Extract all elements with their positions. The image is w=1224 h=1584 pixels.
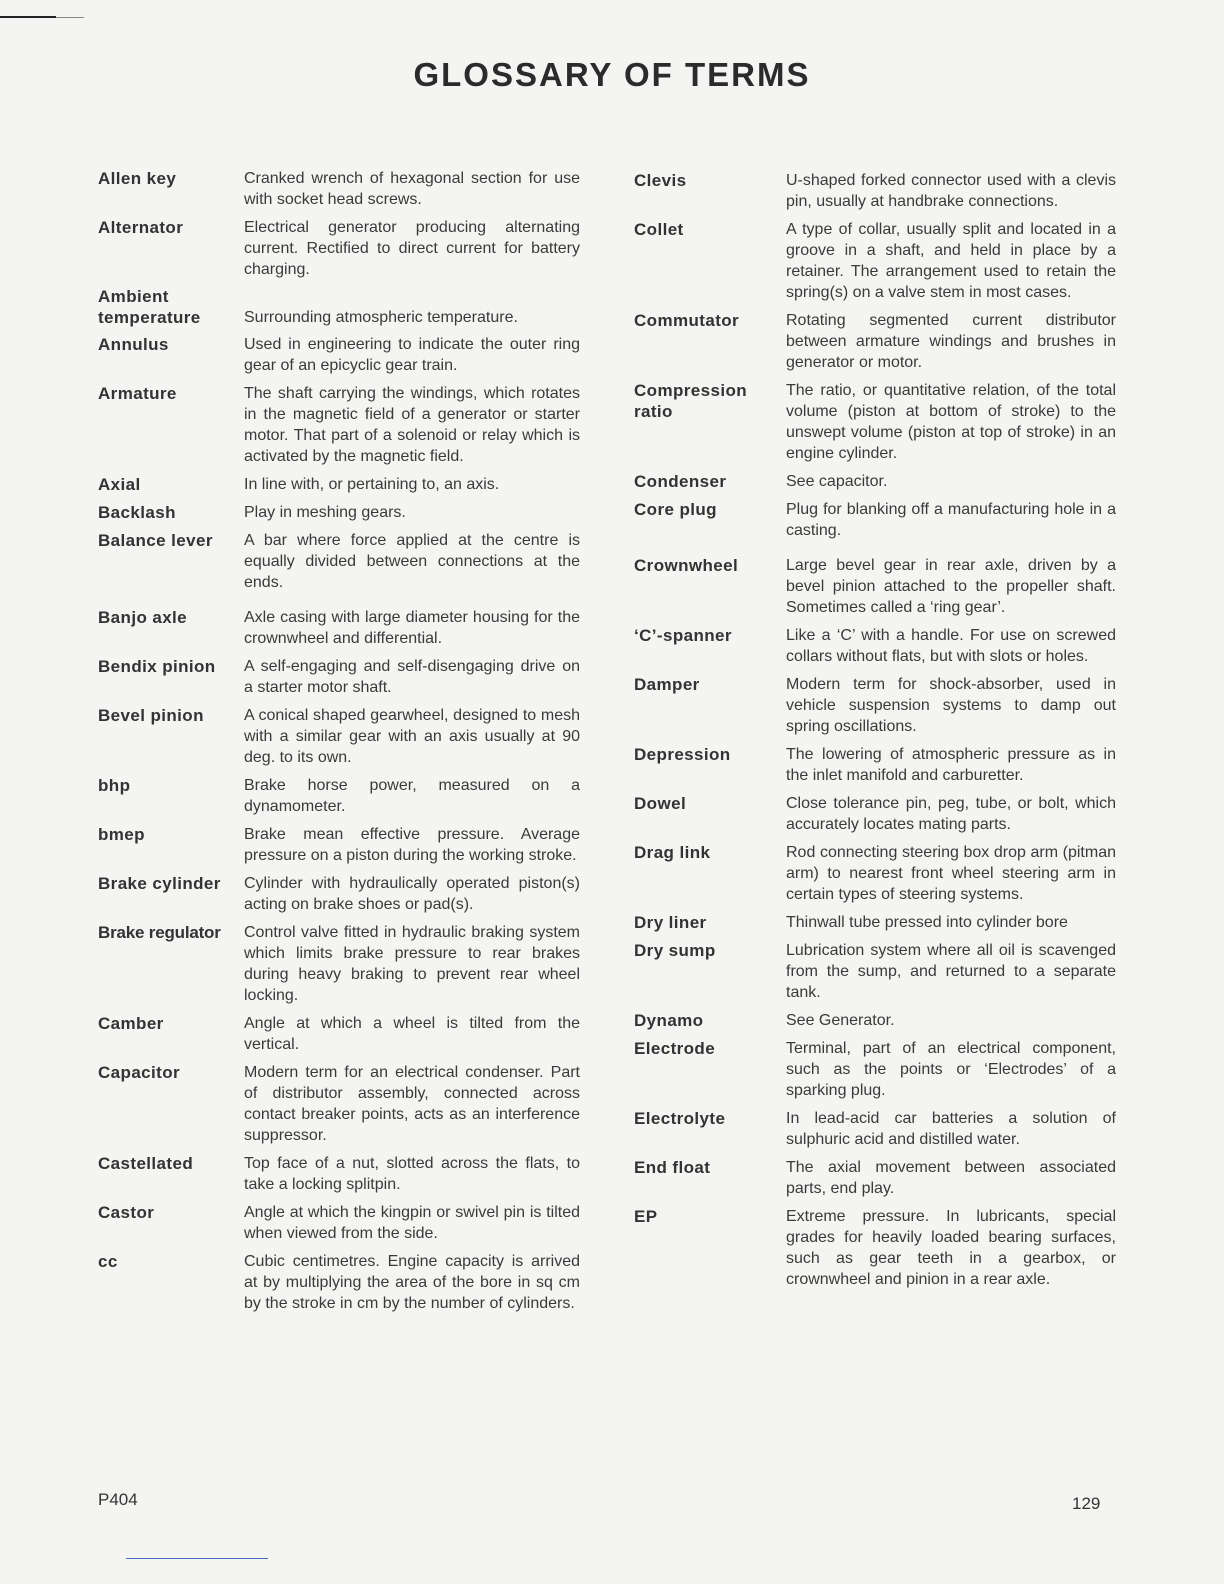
glossary-term: Brake regulator (98, 923, 221, 942)
glossary-term: Camber (98, 1014, 164, 1033)
corner-rule-fade (56, 17, 84, 18)
glossary-definition: Electrical generator producing alternating current. Rectified to direct current for battery charging. (244, 219, 580, 278)
glossary-entry (98, 1153, 580, 1195)
glossary-entry (634, 555, 1116, 618)
glossary-definition: Close tolerance pin, peg, tube, or bolt, which accurately locates mating parts. (786, 795, 1116, 833)
glossary-term: cc (98, 1252, 118, 1271)
glossary-entry (634, 1108, 1116, 1150)
glossary-definition: A self-engaging and self-disengaging drive on a starter motor shaft. (244, 658, 580, 696)
glossary-entry (98, 775, 580, 817)
glossary-term: Core plug (634, 500, 717, 519)
glossary-entry (98, 286, 580, 328)
glossary-definition: The shaft carrying the windings, which rotates in the magnetic field of a generator or starter motor. That part of a solenoid or relay which is activated by the magnetic field. (244, 385, 580, 465)
glossary-definition: Modern term for shock-absorber, used in vehicle suspension systems to damp out spring oscillations. (786, 676, 1116, 735)
glossary-definition: Lubrication system where all oil is scavenged from the sump, and returned to a separate tank. (786, 942, 1116, 1001)
glossary-definition: Rotating segmented current distributor between armature windings and brushes in generator or motor. (786, 312, 1116, 371)
glossary-term: ‘C’-spanner (634, 626, 732, 645)
glossary-definition: Angle at which the kingpin or swivel pin is tilted when viewed from the side. (244, 1204, 580, 1242)
glossary-term: Bendix pinion (98, 657, 216, 676)
glossary-entry (634, 471, 1116, 492)
glossary-entry (98, 474, 580, 495)
glossary-term: Ambient temperature (98, 287, 201, 327)
glossary-definition: Modern term for an electrical condenser. Part of distributor assembly, connected across contact breaker points, acts as an interference suppressor. (244, 1064, 580, 1144)
glossary-entry (98, 168, 580, 210)
glossary-term: bmep (98, 825, 145, 844)
glossary-term: Depression (634, 745, 731, 764)
glossary-definition: The axial movement between associated parts, end play. (786, 1159, 1116, 1197)
glossary-entry (98, 656, 580, 698)
glossary-definition: Top face of a nut, slotted across the flats, to take a locking splitpin. (244, 1155, 580, 1193)
footer-code: P404 (98, 1490, 138, 1509)
glossary-entry (634, 793, 1116, 835)
glossary-term: bhp (98, 776, 131, 795)
glossary-term: Backlash (98, 503, 176, 522)
glossary-term: Damper (634, 675, 700, 694)
glossary-entry (98, 705, 580, 768)
glossary-term: Banjo axle (98, 608, 188, 627)
glossary-definition: Plug for blanking off a manufacturing hole in a casting. (786, 501, 1116, 539)
glossary-entry (98, 873, 580, 915)
glossary-entry (634, 499, 1116, 541)
glossary-entry (634, 1010, 1116, 1031)
glossary-entry (634, 310, 1116, 373)
glossary-definition: Play in meshing gears. (244, 504, 406, 521)
glossary-entry (634, 744, 1116, 786)
glossary-entry (98, 1251, 580, 1314)
glossary-column-left (98, 168, 580, 1314)
glossary-definition: The ratio, or quantitative relation, of the total volume (piston at bottom of stroke) to the unswept volume (piston at top of stroke) in an engine cylinder. (786, 382, 1116, 462)
glossary-definition: Angle at which a wheel is tilted from the vertical. (244, 1015, 580, 1053)
glossary-definition: Used in engineering to indicate the outer ring gear of an epicyclic gear train. (244, 336, 580, 374)
glossary-definition: Brake mean effective pressure. Average pressure on a piston during the working stroke. (244, 826, 580, 864)
glossary-term: Axial (98, 475, 141, 494)
glossary-term: Balance lever (98, 531, 213, 550)
glossary-entry (98, 383, 580, 467)
glossary-entry (98, 334, 580, 376)
glossary-column-right (634, 170, 1116, 1290)
glossary-entry (98, 1062, 580, 1146)
glossary-definition: A type of collar, usually split and located in a groove in a shaft, and held in place by a retainer. The arrangement used to retain the spring(s) on a valve stem in most cases. (786, 221, 1116, 301)
glossary-definition: Control valve fitted in hydraulic braking system which limits brake pressure to rear brakes during heavy braking to prevent rear wheel locking. (244, 924, 580, 1004)
glossary-entry (98, 1013, 580, 1055)
glossary-definition: Thinwall tube pressed into cylinder bore (786, 914, 1068, 931)
glossary-definition: Large bevel gear in rear axle, driven by a bevel pinion attached to the propeller shaft. Sometimes called a ‘ring gear’. (786, 557, 1116, 616)
glossary-term: Dry sump (634, 941, 716, 960)
glossary-entry (634, 1157, 1116, 1199)
glossary-definition: A conical shaped gearwheel, designed to mesh with a similar gear with an axis usually at 90 deg. to its own. (244, 707, 580, 766)
glossary-definition: Surrounding atmospheric temperature. (244, 309, 518, 326)
glossary-term: Electrolyte (634, 1109, 726, 1128)
glossary-term: Commutator (634, 311, 740, 330)
glossary-entry (98, 1202, 580, 1244)
glossary-entry (634, 912, 1116, 933)
glossary-term: Drag link (634, 843, 711, 862)
glossary-term: Collet (634, 220, 684, 239)
glossary-definition: A bar where force applied at the centre is equally divided between connections at the ends. (244, 532, 580, 591)
glossary-entry (634, 1206, 1116, 1290)
glossary-term: Bevel pinion (98, 706, 204, 725)
glossary-entry (634, 940, 1116, 1003)
glossary-term: EP (634, 1207, 658, 1226)
glossary-definition: Brake horse power, measured on a dynamometer. (244, 777, 580, 815)
glossary-term: End float (634, 1158, 711, 1177)
page-title: GLOSSARY OF TERMS (413, 56, 811, 93)
glossary-term: Brake cylinder (98, 874, 221, 893)
glossary-term: Dowel (634, 794, 687, 813)
glossary-definition: See Generator. (786, 1012, 895, 1029)
glossary-definition: Cubic centimetres. Engine capacity is arrived at by multiplying the area of the bore in sq cm by the stroke in cm by the number of cylinders. (244, 1253, 580, 1312)
glossary-entry (634, 674, 1116, 737)
glossary-entry (634, 170, 1116, 212)
glossary-term: Capacitor (98, 1063, 181, 1082)
glossary-entry (634, 219, 1116, 303)
glossary-term: Annulus (98, 335, 169, 354)
glossary-term: Dry liner (634, 913, 707, 932)
glossary-definition: Extreme pressure. In lubricants, special grades for heavily loaded bearing surfaces, such as gear teeth in a gearbox, or crownwheel and pinion in a rear axle. (786, 1208, 1116, 1288)
glossary-term: Alternator (98, 218, 184, 237)
corner-rule (0, 16, 56, 18)
glossary-term: Compression ratio (634, 381, 748, 421)
glossary-entry (98, 824, 580, 866)
glossary-entry (634, 1038, 1116, 1101)
glossary-definition: See capacitor. (786, 473, 888, 490)
glossary-definition: Cranked wrench of hexagonal section for use with socket head screws. (244, 170, 580, 208)
glossary-term: Condenser (634, 472, 727, 491)
glossary-definition: Like a ‘C’ with a handle. For use on screwed collars without flats, but with slots or holes. (786, 627, 1116, 665)
glossary-entry (98, 607, 580, 649)
glossary-term: Clevis (634, 171, 687, 190)
glossary-entry (98, 922, 580, 1006)
glossary-definition: Cylinder with hydraulically operated piston(s) acting on brake shoes or pad(s). (244, 875, 580, 913)
glossary-term: Crownwheel (634, 556, 739, 575)
glossary-entry (98, 502, 580, 523)
glossary-term: Electrode (634, 1039, 716, 1058)
glossary-term: Castellated (98, 1154, 194, 1173)
glossary-term: Armature (98, 384, 177, 403)
glossary-definition: Axle casing with large diameter housing for the crownwheel and differential. (244, 609, 580, 647)
glossary-term: Dynamo (634, 1011, 704, 1030)
glossary-definition: The lowering of atmospheric pressure as in the inlet manifold and carburetter. (786, 746, 1116, 784)
glossary-definition: U-shaped forked connector used with a clevis pin, usually at handbrake connections. (786, 172, 1116, 210)
glossary-entry (634, 380, 1116, 464)
glossary-entry (98, 530, 580, 593)
glossary-term: Castor (98, 1203, 155, 1222)
glossary-definition: Rod connecting steering box drop arm (pitman arm) to nearest front wheel steering arm in certain types of steering systems. (786, 844, 1116, 903)
glossary-entry (634, 625, 1116, 667)
glossary-definition: Terminal, part of an electrical component, such as the points or ‘Electrodes’ of a sparking plug. (786, 1040, 1116, 1099)
page-number: 129 (1072, 1494, 1101, 1513)
glossary-definition: In lead-acid car batteries a solution of sulphuric acid and distilled water. (786, 1110, 1116, 1148)
glossary-definition: In line with, or pertaining to, an axis. (244, 476, 500, 493)
glossary-term: Allen key (98, 169, 177, 188)
glossary-entry (98, 217, 580, 280)
bottom-rule (126, 1558, 268, 1559)
glossary-entry (634, 842, 1116, 905)
